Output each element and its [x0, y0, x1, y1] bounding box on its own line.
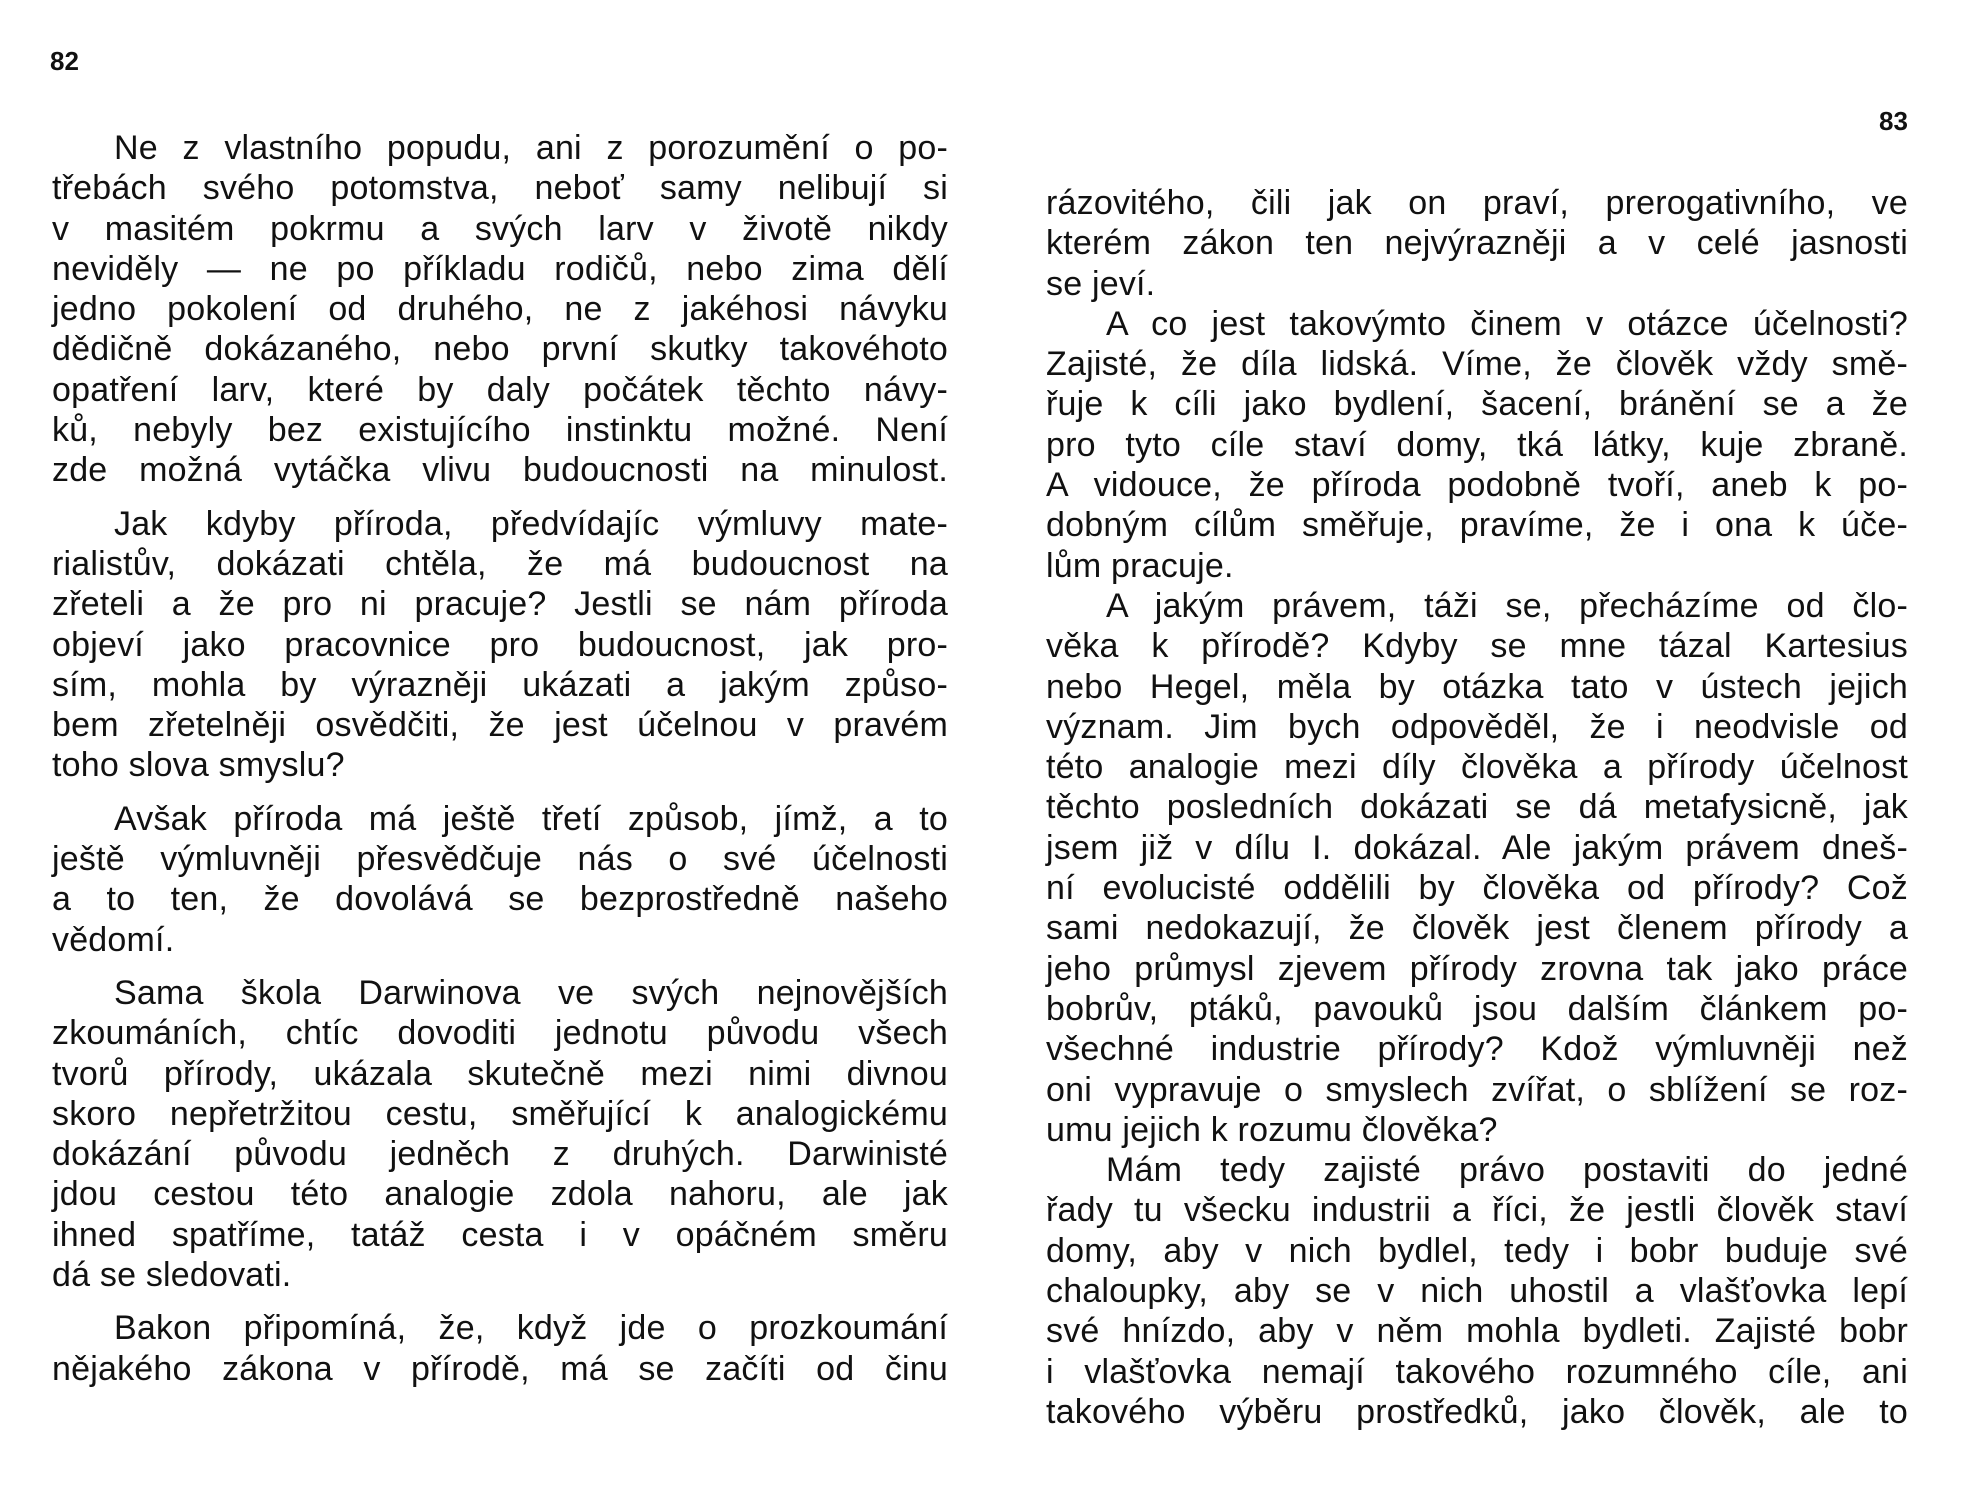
text-line: ků, nebyly bez existujícího instinktu možné. Není: [52, 411, 948, 450]
text-line: kterém zákon ten nejvýrazněji a v celé jasnosti: [1046, 224, 1908, 263]
text-line: jedno pokolení od druhého, ne z jakéhosi návyku: [52, 290, 948, 329]
text-line: nebo Hegel, měla by otázka tato v ústech jejich: [1046, 667, 1908, 706]
paragraph: [1046, 183, 1908, 304]
text-line: jsem již v dílu I. dokázal. Ale jakým právem dneš-: [1046, 828, 1908, 867]
text-line: i vlašťovka nemají takového rozumného cíle, ani: [1046, 1352, 1908, 1391]
text-line: se jeví.: [1046, 264, 1156, 303]
text-line: rialistův, dokázati chtěla, že má budoucnost na: [52, 544, 948, 583]
text-line: oni vypravuje o smyslech zvířat, o sblížení se roz-: [1046, 1070, 1908, 1109]
text-line: umu jejich k rozumu člověka?: [1046, 1110, 1498, 1149]
text-line: pro tyto cíle staví domy, tká látky, kuje zbraně.: [1046, 425, 1908, 464]
page-number: 83: [1879, 106, 1908, 136]
page-body: [1046, 183, 1908, 1432]
text-line: A jakým právem, táži se, přecházíme od člo-: [1106, 586, 1908, 625]
text-line: sami nedokazují, že člověk jest členem přírody a: [1046, 909, 1908, 948]
text-line: ní evolucisté oddělili by člověka od přírody? Což: [1046, 869, 1908, 908]
text-line: dá se sledovati.: [52, 1256, 292, 1295]
text-line: chaloupky, aby se v nich uhostil a vlašťovka lepí: [1046, 1272, 1908, 1311]
text-line: dědičně dokázaného, nebo první skutky takovéhoto: [52, 330, 948, 369]
text-line: bobrův, ptáků, pavouků jsou dalším článkem po-: [1046, 989, 1908, 1028]
text-line: řady tu všecku industrii a říci, že jestli člověk staví: [1046, 1191, 1908, 1230]
text-line: Sama škola Darwinova ve svých nejnovějších: [114, 973, 948, 1012]
paragraph: [52, 1308, 948, 1389]
paragraph: [1046, 1150, 1908, 1432]
text-line: bem zřetelněji osvědčiti, že jest účelnou v pravém: [52, 706, 948, 745]
text-line: zkoumáních, chtíc dovoditi jednotu původu všech: [52, 1014, 948, 1053]
text-line: a to ten, že dovolává se bezprostředně našeho: [52, 880, 948, 919]
text-line: ihned spatříme, tatáž cesta i v opáčném směru: [52, 1215, 948, 1254]
text-line: ještě výmluvněji přesvědčuje nás o své účelnosti: [52, 840, 948, 879]
text-line: své hnízdo, aby v něm mohla bydleti. Zajisté bobr: [1046, 1312, 1908, 1351]
text-line: Ne z vlastního popudu, ani z porozumění o po-: [114, 129, 948, 167]
text-line: dobným cílům směřuje, pravíme, že i ona k úče-: [1046, 506, 1908, 545]
text-line: sím, mohla by výrazněji ukázati a jakým způso-: [52, 665, 948, 704]
text-line: zřeteli a že pro ni pracuje? Jestli se nám příroda: [52, 585, 948, 624]
text-line: třebách svého potomstva, neboť samy nelibují si: [52, 169, 948, 208]
paragraph: [1046, 304, 1908, 586]
text-line: takového výběru prostředků, jako člověk, ale to: [1046, 1392, 1908, 1431]
page-body: [52, 128, 948, 1389]
text-line: Mám tedy zajisté právo postaviti do jedné: [1106, 1151, 1908, 1190]
text-line: jeho průmysl zjevem přírody zrovna tak jako práce: [1046, 949, 1908, 988]
text-line: tvorů přírody, ukázala skutečně mezi nimi divnou: [52, 1054, 948, 1093]
text-line: jdou cestou této analogie zdola nahoru, ale jak: [52, 1175, 948, 1214]
text-line: v masitém pokrmu a svých larv v životě nikdy: [52, 209, 948, 248]
right-page: [981, 0, 1962, 1500]
text-line: Bakon připomíná, že, když jde o prozkoumání: [114, 1309, 948, 1348]
paragraph: [52, 799, 948, 960]
paragraph: [52, 504, 948, 786]
text-line: A co jest takovýmto činem v otázce účelnosti?: [1106, 304, 1908, 343]
text-line: opatření larv, které by daly počátek těchto návy-: [52, 370, 948, 409]
text-line: této analogie mezi díly člověka a přírody účelnost: [1046, 748, 1908, 787]
text-line: těchto posledních dokázati se dá metafysicně, jak: [1046, 788, 1908, 827]
text-line: dokázání původu jedněch z druhých. Darwinisté: [52, 1135, 948, 1174]
text-line: rázovitého, čili jak on praví, prerogativního, ve: [1046, 184, 1908, 222]
paragraph: [52, 128, 948, 491]
text-line: toho slova smyslu?: [52, 746, 345, 785]
text-line: význam. Jim bych odpověděl, že i neodvisle od: [1046, 707, 1908, 746]
text-line: Zajisté, že díla lidská. Víme, že člověk vždy smě-: [1046, 345, 1908, 384]
text-line: A vidouce, že příroda podobně tvoří, aneb k po-: [1046, 466, 1908, 505]
text-line: všechné industrie přírody? Kdož výmluvněji než: [1046, 1030, 1908, 1069]
text-line: domy, aby v nich bydlel, tedy i bobr buduje své: [1046, 1231, 1908, 1270]
text-line: objeví jako pracovnice pro budoucnost, jak pro-: [52, 625, 948, 664]
text-line: zde možná vytáčka vlivu budoucnosti na minulost.: [52, 451, 948, 490]
text-line: neviděly — ne po příkladu rodičů, nebo zima dělí: [52, 249, 948, 288]
text-line: Jak kdyby příroda, předvídajíc výmluvy mate-: [114, 504, 948, 543]
page-number: 82: [50, 46, 79, 76]
text-line: nějakého zákona v přírodě, má se začíti od činu: [52, 1349, 948, 1388]
text-line: vědomí.: [52, 920, 175, 959]
paragraph: [52, 973, 948, 1295]
text-line: lům pracuje.: [1046, 546, 1234, 585]
text-line: řuje k cíli jako bydlení, šacení, bránění se a že: [1046, 385, 1908, 424]
text-line: Avšak příroda má ještě třetí způsob, jímž, a to: [114, 799, 948, 838]
text-line: věka k přírodě? Kdyby se mne tázal Kartesius: [1046, 627, 1908, 666]
paragraph: [1046, 586, 1908, 1150]
text-line: skoro nepřetržitou cestu, směřující k analogickému: [52, 1094, 948, 1133]
